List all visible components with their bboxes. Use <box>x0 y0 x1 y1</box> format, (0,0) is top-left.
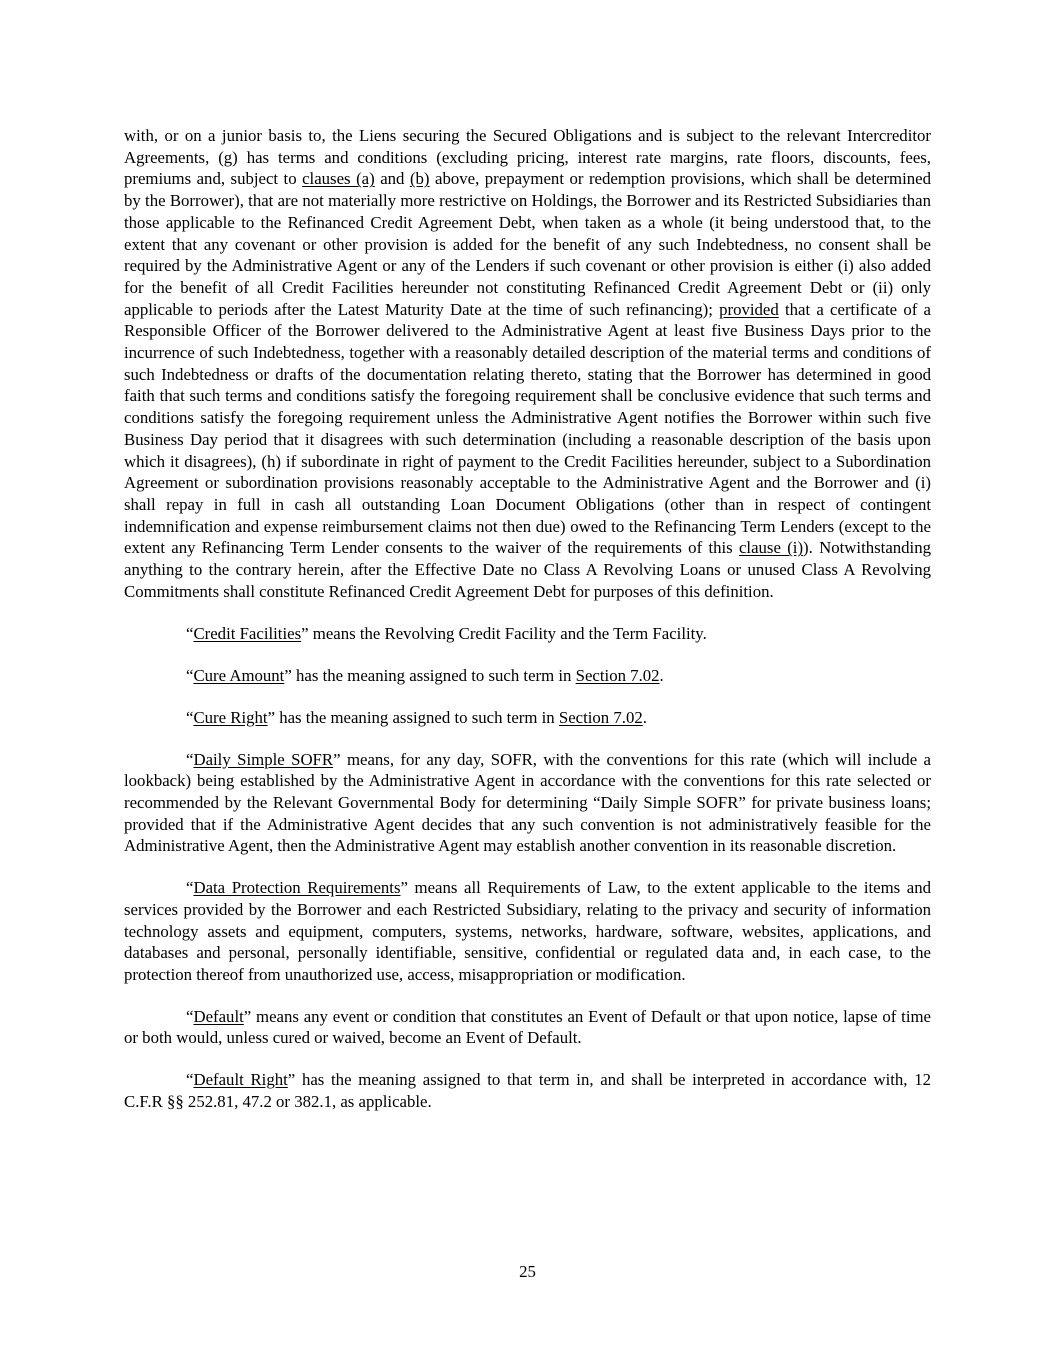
underlined-term: Section 7.02 <box>558 707 643 727</box>
paragraph-text: and <box>374 169 410 189</box>
underlined-term: Default <box>193 1006 244 1026</box>
paragraph-text: “ <box>186 749 194 769</box>
underlined-term: Default Right <box>193 1070 288 1090</box>
document-body <box>124 125 931 1132</box>
underlined-term: Section 7.02 <box>575 666 660 686</box>
paragraph-text: with, or on a junior basis to, the Liens securing the Secured Obligations and is subject to the relevant Intercreditor Agreements, (g) has terms and conditions (excluding pricing, interest rate margins, rate floors, discounts, fees, premiums and, subject to <box>124 126 931 189</box>
page-number: 25 <box>519 1262 536 1281</box>
paragraph-text: that a certificate of a Responsible Officer of the Borrower delivered to the Administrative Agent at least five Business Days prior to the incurrence of such Indebtedness, together with a reasonably detailed description of the material terms and conditions of such Indebtedness or drafts of the documentation relating thereto, stating that the Borrower has determined in good faith that such terms and conditions satisfy the foregoing requirement shall be conclusive evidence that such terms and conditions satisfy the foregoing requirement unless the Administrative Agent notifies the Borrower within such five Business Day period that it disagrees with such determination (including a reasonable description of the basis upon which it disagrees), (h) if subordinate in right of payment to the Credit Facilities hereunder, subject to a Subordination Agreement or subordination provisions reasonably acceptable to the Administrative Agent and the Borrower and (i) shall repay in full in cash all outstanding Loan Document Obligations (other than in respect of contingent indemnification and expense reimbursement claims not then due) owed to the Refinancing Term Lenders (except to the extent any Refinancing Term Lender consents to the waiver of the requirements of this <box>124 299 931 558</box>
paragraph-text: “ <box>186 1006 194 1026</box>
paragraph-text: ” has the meaning assigned to such term in <box>267 707 559 727</box>
paragraph-text: . <box>659 666 664 686</box>
underlined-term: clause (i) <box>738 538 804 558</box>
paragraph-text: ” has the meaning assigned to such term in <box>284 666 576 686</box>
paragraph-text: “ <box>186 707 194 727</box>
underlined-term: clauses (a) <box>302 169 375 189</box>
underlined-term: Daily Simple SOFR <box>193 749 334 769</box>
underlined-term: Cure Amount <box>193 666 285 686</box>
paragraph-text: ” means the Revolving Credit Facility and the Term Facility. <box>301 624 707 644</box>
underlined-term: provided <box>719 299 779 319</box>
paragraph-text: ” has the meaning assigned to that term in, and shall be interpreted in accordance with, 12 C.F.R §§ 252.81, 47.2 or 382.1, as applicable. <box>124 1070 931 1111</box>
definition-paragraph <box>124 1069 931 1112</box>
paragraph-text: above, prepayment or redemption provisions, which shall be determined by the Borrower), that are not materially more restrictive on Holdings, the Borrower and its Restricted Subsidiaries than those applicable to the Refinanced Credit Agreement Debt, when taken as a whole (it being understood that, to the extent that any covenant or other provision is added for the benefit of any such Indebtedness, no consent shall be required by the Administrative Agent or any of the Lenders if such covenant or other provision is either (i) also added for the benefit of all Credit Facilities hereunder not constituting Refinanced Credit Agreement Debt or (ii) only applicable to periods after the Latest Maturity Date at the time of such refinancing); <box>124 169 932 319</box>
underlined-term: Credit Facilities <box>193 624 302 644</box>
paragraph-text: “ <box>186 1070 194 1090</box>
definition-paragraph <box>124 665 931 687</box>
paragraph-text: ). Notwithstanding anything to the contrary herein, after the Effective Date no Class A Revolving Loans or unused Class A Revolving Commitments shall constitute Refinanced Credit Agreement Debt for purposes of this definition. <box>124 538 931 601</box>
definition-paragraph <box>124 877 931 986</box>
underlined-term: Data Protection Requirements <box>193 878 401 898</box>
paragraph-text: ” means any event or condition that constitutes an Event of Default or that upon notice, lapse of time or both would, unless cured or waived, become an Event of Default. <box>124 1006 931 1048</box>
paragraph-text: “ <box>186 666 194 686</box>
definition-paragraph <box>124 749 931 858</box>
underlined-term: (b) <box>409 169 430 189</box>
underlined-term: Cure Right <box>193 707 268 727</box>
definition-paragraph <box>124 1006 931 1049</box>
paragraph-text: “ <box>186 878 194 898</box>
definition-paragraph <box>124 707 931 729</box>
paragraph-text: ” means, for any day, SOFR, with the conventions for this rate (which will include a lookback) being established by the Administrative Agent in accordance with the conventions for this rate selected or recommended by the Relevant Governmental Body for determining “Daily Simple SOFR” for private business loans; provided that if the Administrative Agent decides that any such convention is not administratively feasible for the Administrative Agent, then the Administrative Agent may establish another convention in its reasonable discretion. <box>124 749 932 856</box>
definition-paragraph <box>124 623 931 645</box>
paragraph-text: . <box>642 707 647 727</box>
paragraph-text: ” means all Requirements of Law, to the extent applicable to the items and services provided by the Borrower and each Restricted Subsidiary, relating to the privacy and security of information technology assets and equipment, computers, systems, networks, hardware, software, websites, applications, and databases and personal, personally identifiable, sensitive, confidential or regulated data and, in each case, to the protection thereof from unauthorized use, access, misappropriation or modification. <box>124 878 931 984</box>
continued-definition-paragraph <box>124 125 931 602</box>
paragraph-text: “ <box>186 624 194 644</box>
